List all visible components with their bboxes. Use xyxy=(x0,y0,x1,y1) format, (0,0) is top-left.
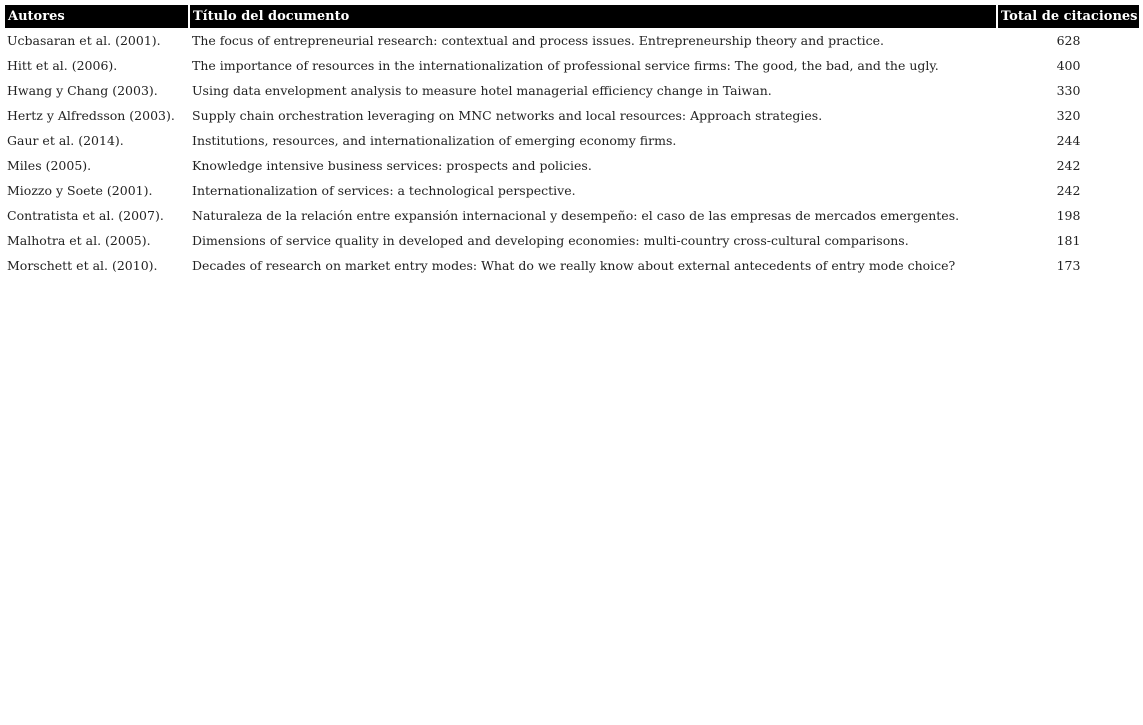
cell-citations: 320 xyxy=(1056,108,1081,123)
table-row xyxy=(5,253,1139,278)
cell-authors: Gaur et al. (2014). xyxy=(7,133,124,148)
cell-title: The focus of entrepreneurial research: contextual and process issues. Entrepreneurship theory and practice. xyxy=(192,33,884,48)
header-document-title: Título del documento xyxy=(190,5,996,28)
cell-authors: Malhotra et al. (2005). xyxy=(7,233,151,248)
table-row xyxy=(5,28,1139,53)
cell-title: Internationalization of services: a technological perspective. xyxy=(192,183,576,198)
cell-title: Institutions, resources, and internationalization of emerging economy firms. xyxy=(192,133,677,148)
cell-title: Using data envelopment analysis to measure hotel managerial efficiency change in Taiwan. xyxy=(192,83,772,98)
cell-authors: Hitt et al. (2006). xyxy=(7,58,118,73)
table-row xyxy=(5,153,1139,178)
cell-authors: Hwang y Chang (2003). xyxy=(7,83,158,98)
cell-authors: Contratista et al. (2007). xyxy=(7,208,164,223)
cell-citations: 173 xyxy=(1056,258,1081,273)
cell-citations: 400 xyxy=(1056,58,1081,73)
cell-authors: Miozzo y Soete (2001). xyxy=(7,183,153,198)
header-total-citations: Total de citaciones xyxy=(998,5,1139,28)
cell-authors: Hertz y Alfredsson (2003). xyxy=(7,108,175,123)
cell-authors: Morschett et al. (2010). xyxy=(7,258,158,273)
cell-authors: Miles (2005). xyxy=(7,158,92,173)
cell-citations: 181 xyxy=(1056,233,1081,248)
cell-citations: 242 xyxy=(1056,158,1081,173)
cell-title: Knowledge intensive business services: prospects and policies. xyxy=(192,158,592,173)
cell-title: Dimensions of service quality in developed and developing economies: multi-country cross-cultural comparisons. xyxy=(192,233,909,248)
table-row xyxy=(5,78,1139,103)
table-row xyxy=(5,178,1139,203)
table-row xyxy=(5,53,1139,78)
cell-citations: 198 xyxy=(1056,208,1081,223)
header-authors: Autores xyxy=(5,5,188,28)
cell-title: Naturaleza de la relación entre expansión internacional y desempeño: el caso de las empresas de mercados emergentes. xyxy=(192,208,960,223)
cell-citations: 242 xyxy=(1056,183,1081,198)
cell-citations: 628 xyxy=(1056,33,1081,48)
table-row xyxy=(5,103,1139,128)
table-row xyxy=(5,228,1139,253)
table-header-row xyxy=(5,5,1139,28)
cell-authors: Ucbasaran et al. (2001). xyxy=(7,33,161,48)
cell-title: Supply chain orchestration leveraging on MNC networks and local resources: Approach strategies. xyxy=(192,108,823,123)
cell-title: The importance of resources in the internationalization of professional service firms: The good, the bad, and the ugly. xyxy=(192,58,939,73)
cell-title: Decades of research on market entry modes: What do we really know about external antecedents of entry mode choice? xyxy=(192,258,956,273)
citations-table-container xyxy=(5,5,1139,278)
citations-table xyxy=(3,5,1141,278)
cell-citations: 330 xyxy=(1056,83,1081,98)
table-row xyxy=(5,128,1139,153)
table-row xyxy=(5,203,1139,228)
cell-citations: 244 xyxy=(1056,133,1081,148)
